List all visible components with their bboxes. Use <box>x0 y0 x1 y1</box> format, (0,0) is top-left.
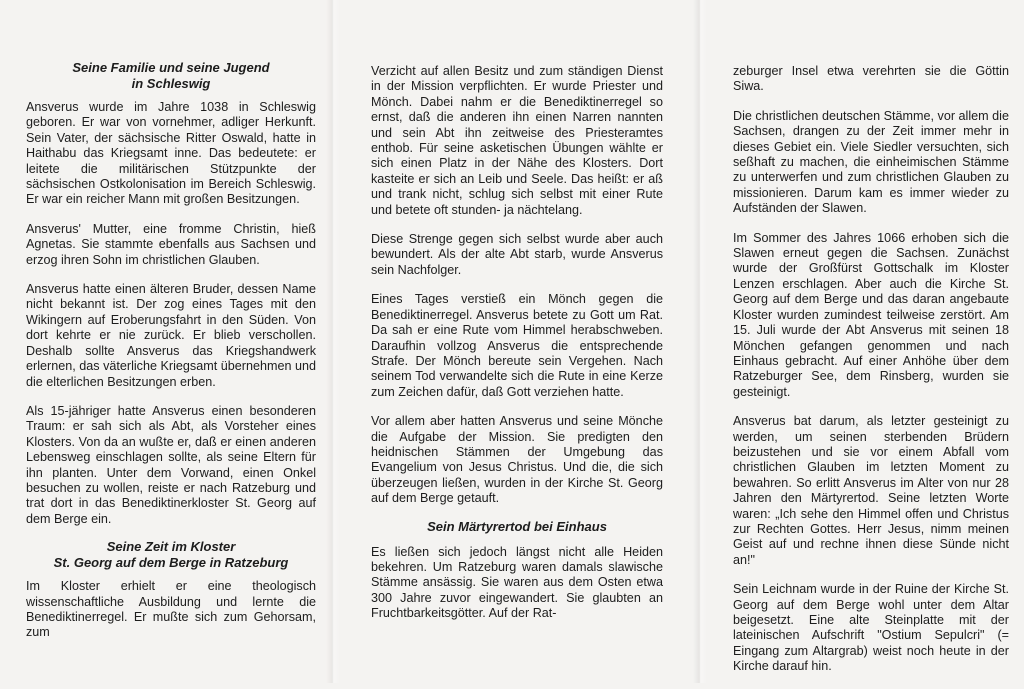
heading-line: Seine Zeit im Kloster <box>106 539 236 555</box>
paragraph: Sein Leichnam wurde in der Ruine der Kirche St. Georg auf dem Berge wohl unter dem Altar beigesetzt. Eine alte Steinplatte mit der lateinischen Aufschrift "Ostium Sepulcri" (= Eingang zum Altargrab) weist noch heute in der Kirche darauf hin. <box>733 582 1009 674</box>
column-right <box>733 64 1009 689</box>
page-fold-right <box>693 0 707 683</box>
paragraph: Im Kloster erhielt er eine theologisch wissenschaftliche Ausbildung und lernte die Benediktinerregel. Er mußte sich zum Gehorsam, zum <box>26 579 316 640</box>
paragraph: Verzicht auf allen Besitz und zum ständigen Dienst in der Mission verpflichten. Er wurde Priester und Mönch. Dabei nahm er die Benediktinerregel so ernst, daß die anderen ihn einen Narren nannten und sein Abt ihn zeitweise des Priesteramtes enthob. Für seine asketischen Übungen wählte er sich einen Platz in der Nähe des Klosters. Dort kasteite er sich an Leib und Seele. Das heißt: er aß und trank nicht, schlug sich selbst mit einer Rute und betete oft stunden- ja nächtelang. <box>371 64 663 217</box>
paragraph: Eines Tages verstieß ein Mönch gegen die Benediktinerregel. Ansverus betete zu Gott um Rat. Da sah er eine Rute vom Himmel herabschweben. Daraufhin vollzog Ansverus die entsprechende Strafe. Der Mönch bereute sein Vergehen. Nach seinem Tod verwandelte sich die Rute in eine Kerze zum Zeichen dafür, daß Gott verziehen hatte. <box>371 292 663 399</box>
paragraph: Diese Strenge gegen sich selbst wurde aber auch bewundert. Als der alte Abt starb, wurde Ansverus sein Nachfolger. <box>371 232 663 277</box>
heading-line: St. Georg auf dem Berge in Ratzeburg <box>53 555 289 571</box>
paragraph: Ansverus hatte einen älteren Bruder, dessen Name nicht bekannt ist. Der zog eines Tages mit den Wikingern auf Eroberungsfahrt in den Süden. Von dort kehrte er nie zurück. Er blieb verschollen. Deshalb sollte Ansverus das Kriegshandwerk erlernen, das väterliche Kriegsamt übernehmen und die elterlichen Besitzungen erben. <box>26 282 316 389</box>
column-left <box>26 60 316 655</box>
paragraph: Ansverus' Mutter, eine fromme Christin, hieß Agnetas. Sie stammte ebenfalls aus Sachsen und erzog ihren Sohn im christlichen Glauben. <box>26 221 316 267</box>
page-fold-left <box>326 0 340 683</box>
paragraph: Vor allem aber hatten Ansverus und seine Mönche die Aufgabe der Mission. Sie predigten den heidnischen Stämmen der Umgebung das Evangelium von Jesus Christus. Und die, die sich überzeugen ließen, wurden in der Kirche St. Georg auf dem Berge getauft. <box>371 414 663 506</box>
paragraph: zeburger Insel etwa verehrten sie die Göttin Siwa. <box>733 64 1009 94</box>
paragraph: Ansverus bat darum, als letzter gesteinigt zu werden, um seinen sterbenden Brüdern beizustehen und sie vor einem Abfall vom christlichen Glauben im letzten Moment zu bewahren. So erlitt Ansverus im Alter von nur 28 Jahren den Märtyrertod. Seine letzten Worte waren: „Ich sehe den Himmel offen und Christus zur Rechten Gottes. Herr Jesus, nimm meinen Geist auf und rechne ihnen diese Sünde nicht an!" <box>733 414 1009 567</box>
section-heading-martyrdom: Sein Märtyrertod bei Einhaus <box>427 518 607 534</box>
heading-line: Seine Familie und seine Jugend <box>72 60 270 75</box>
paragraph: Als 15-jähriger hatte Ansverus einen besonderen Traum: er sah sich als Abt, als Vorsteher eines Klosters. Von da an wußte er, daß er einen anderen Lebensweg einschlagen sollte, als seine Eltern für ihn planten. Unter dem Vorwand, einen Onkel besuchen zu wollen, reiste er nach Ratzeburg und trat dort in das Benediktinerkloster St. Georg auf dem Berge ein. <box>26 403 316 526</box>
paragraph: Im Sommer des Jahres 1066 erhoben sich die Slawen erneut gegen die Sachsen. Zunächst wurde der Großfürst Gottschalk im Kloster Lenzen erschlagen. Aber auch die Kirche St. Georg auf dem Berge und das daran angebaute Kloster wurden zumindest teilweise zerstört. Am 15. Juli wurde der Abt Ansverus mit seinen 18 Mönchen gefangen genommen und nach Einhaus gebracht. Auf einer Anhöhe über dem Ratzeburger See, dem Rinsberg, wurden sie gesteinigt. <box>733 230 1009 399</box>
paragraph: Die christlichen deutschen Stämme, vor allem die Sachsen, drangen zu der Zeit immer mehr in dieses Gebiet ein. Viele Siedler versuchten, sich seßhaft zu machen, die einheimischen Stämme zu unterwerfen und zum christlichen Glauben zu missionieren. Darum kam es immer wieder zu Aufständen der Slawen. <box>733 108 1009 216</box>
column-middle <box>371 64 663 636</box>
section-heading-family <box>26 60 316 92</box>
paragraph: Es ließen sich jedoch längst nicht alle Heiden bekehren. Um Ratzeburg waren damals slawische Stämme ansässig. Sie waren aus dem Osten etwa 300 Jahre zuvor eingewandert. Sie glaubten an Fruchtbarkeitsgötter. Auf der Rat- <box>371 544 663 621</box>
section-heading-monastery <box>26 539 316 571</box>
paragraph: Ansverus wurde im Jahre 1038 in Schleswig geboren. Er war von vornehmer, adliger Herkunft. Sein Vater, der sächsische Ritter Oswald, hatte in Haithabu das Kriegsamt inne. Das bedeutete: er leitete die militärischen Stützpunkte der sächsischen Ostkolonisation im Bereich Schleswig. Er war ein reicher Mann mit großen Besitzungen. <box>26 100 316 207</box>
heading-line: in Schleswig <box>131 76 211 91</box>
